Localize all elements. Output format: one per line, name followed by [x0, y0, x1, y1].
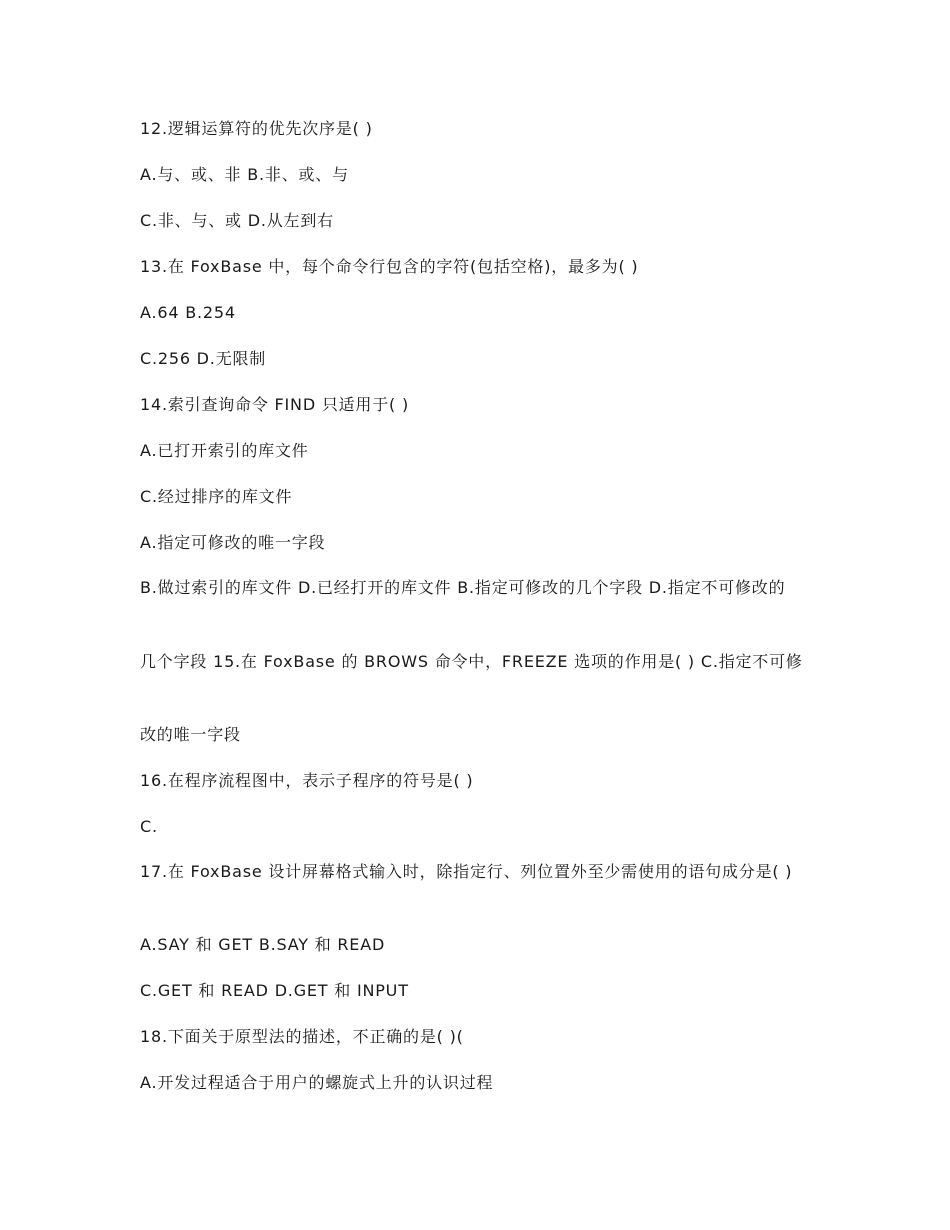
question-15-option-a: A.指定可修改的唯一字段	[140, 533, 326, 552]
question-17-options-ab: A.SAY 和 GET B.SAY 和 READ	[140, 935, 386, 954]
question-17-stem: 17.在 FoxBase 设计屏幕格式输入时，除指定行、列位置外至少需使用的语句成分是( )	[140, 862, 793, 881]
question-12-options-ab: A.与、或、非 B.非、或、与	[140, 165, 349, 184]
question-18-stem: 18.下面关于原型法的描述，不正确的是( )(	[140, 1027, 464, 1046]
question-12-stem: 12.逻辑运算符的优先次序是( )	[140, 119, 373, 138]
question-14-option-c: C.经过排序的库文件	[140, 487, 293, 506]
question-14-option-a: A.已打开索引的库文件	[140, 441, 309, 460]
mixed-options-paragraph: B.做过索引的库文件 D.已经打开的库文件 B.指定可修改的几个字段 D.指定不可修改的	[140, 578, 786, 597]
question-15-stem-paragraph: 几个字段 15.在 FoxBase 的 BROWS 命令中，FREEZE 选项的作用是( ) C.指定不可修	[140, 652, 803, 671]
question-16-option-c: C.	[140, 817, 158, 836]
question-15-option-c-continued: 改的唯一字段	[140, 725, 241, 744]
question-14-stem: 14.索引查询命令 FIND 只适用于( )	[140, 395, 409, 414]
question-17-options-cd: C.GET 和 READ D.GET 和 INPUT	[140, 981, 409, 1000]
question-12-options-cd: C.非、与、或 D.从左到右	[140, 211, 334, 230]
question-13-options-cd: C.256 D.无限制	[140, 349, 267, 368]
question-13-options-ab: A.64 B.254	[140, 303, 236, 322]
question-16-stem: 16.在程序流程图中，表示子程序的符号是( )	[140, 771, 474, 790]
question-18-option-a: A.开发过程适合于用户的螺旋式上升的认识过程	[140, 1073, 494, 1092]
question-13-stem: 13.在 FoxBase 中，每个命令行包含的字符(包括空格)，最多为( )	[140, 257, 639, 276]
